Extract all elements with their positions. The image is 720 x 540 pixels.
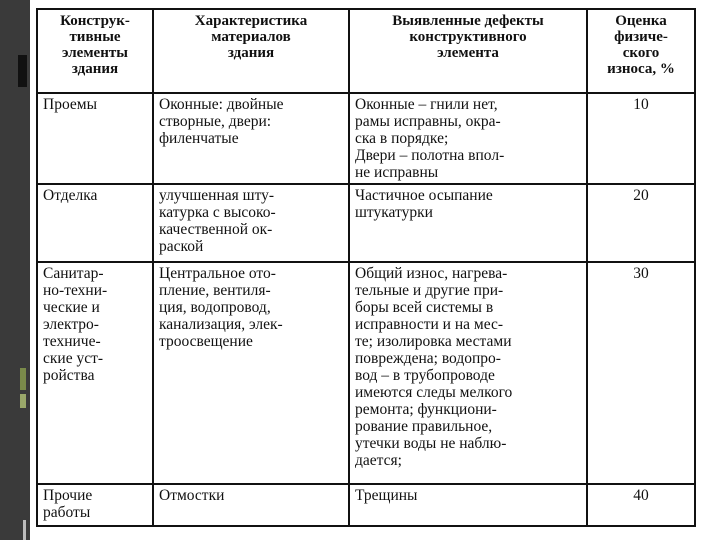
slide-decoration <box>23 520 26 540</box>
cell-defects: Общий износ, нагрева- тельные и другие при- боры всей системы в исправности и на мес- те; изолировка местами повреждена; водопро- вод – в трубопроводе имеются следы мелкого ремонта; функциони- рование правильное, утечки воды не наблю- дается; <box>349 262 587 484</box>
cell-material: Отмостки <box>153 484 349 526</box>
cell-defects: Трещины <box>349 484 587 526</box>
cell-material: Оконные: двойные створные, двери: филенчатые <box>153 93 349 184</box>
table-row <box>37 93 695 184</box>
cell-wear: 30 <box>587 262 695 484</box>
cell-element: Санитар- но-техни- ческие и электро- техниче- ские уст- ройства <box>37 262 153 484</box>
cell-element: Прочие работы <box>37 484 153 526</box>
cell-wear: 20 <box>587 184 695 262</box>
table-row <box>37 484 695 526</box>
wear-assessment-table <box>36 8 696 527</box>
cell-defects: Частичное осыпание штукатурки <box>349 184 587 262</box>
cell-material: Центральное ото- пление, вентиля- ция, водопровод, канализация, элек- троосвещение <box>153 262 349 484</box>
cell-defects: Оконные – гнили нет, рамы исправны, окра- ска в порядке; Двери – полотна впол- не исправны <box>349 93 587 184</box>
table-header-row <box>37 9 695 93</box>
slide-accent-bar <box>18 55 27 87</box>
header-defects: Выявленные дефекты конструктивного элемента <box>349 9 587 93</box>
slide-decoration <box>20 394 26 408</box>
header-elements: Конструк- тивные элементы здания <box>37 9 153 93</box>
slide-decoration <box>20 368 26 390</box>
cell-element: Проемы <box>37 93 153 184</box>
table-row <box>37 184 695 262</box>
cell-wear: 10 <box>587 93 695 184</box>
header-materials: Характеристика материалов здания <box>153 9 349 93</box>
header-wear: Оценка физиче- ского износа, % <box>587 9 695 93</box>
cell-material: улучшенная шту- катурка с высоко- качественной ок- раской <box>153 184 349 262</box>
table-row <box>37 262 695 484</box>
cell-element: Отделка <box>37 184 153 262</box>
cell-wear: 40 <box>587 484 695 526</box>
